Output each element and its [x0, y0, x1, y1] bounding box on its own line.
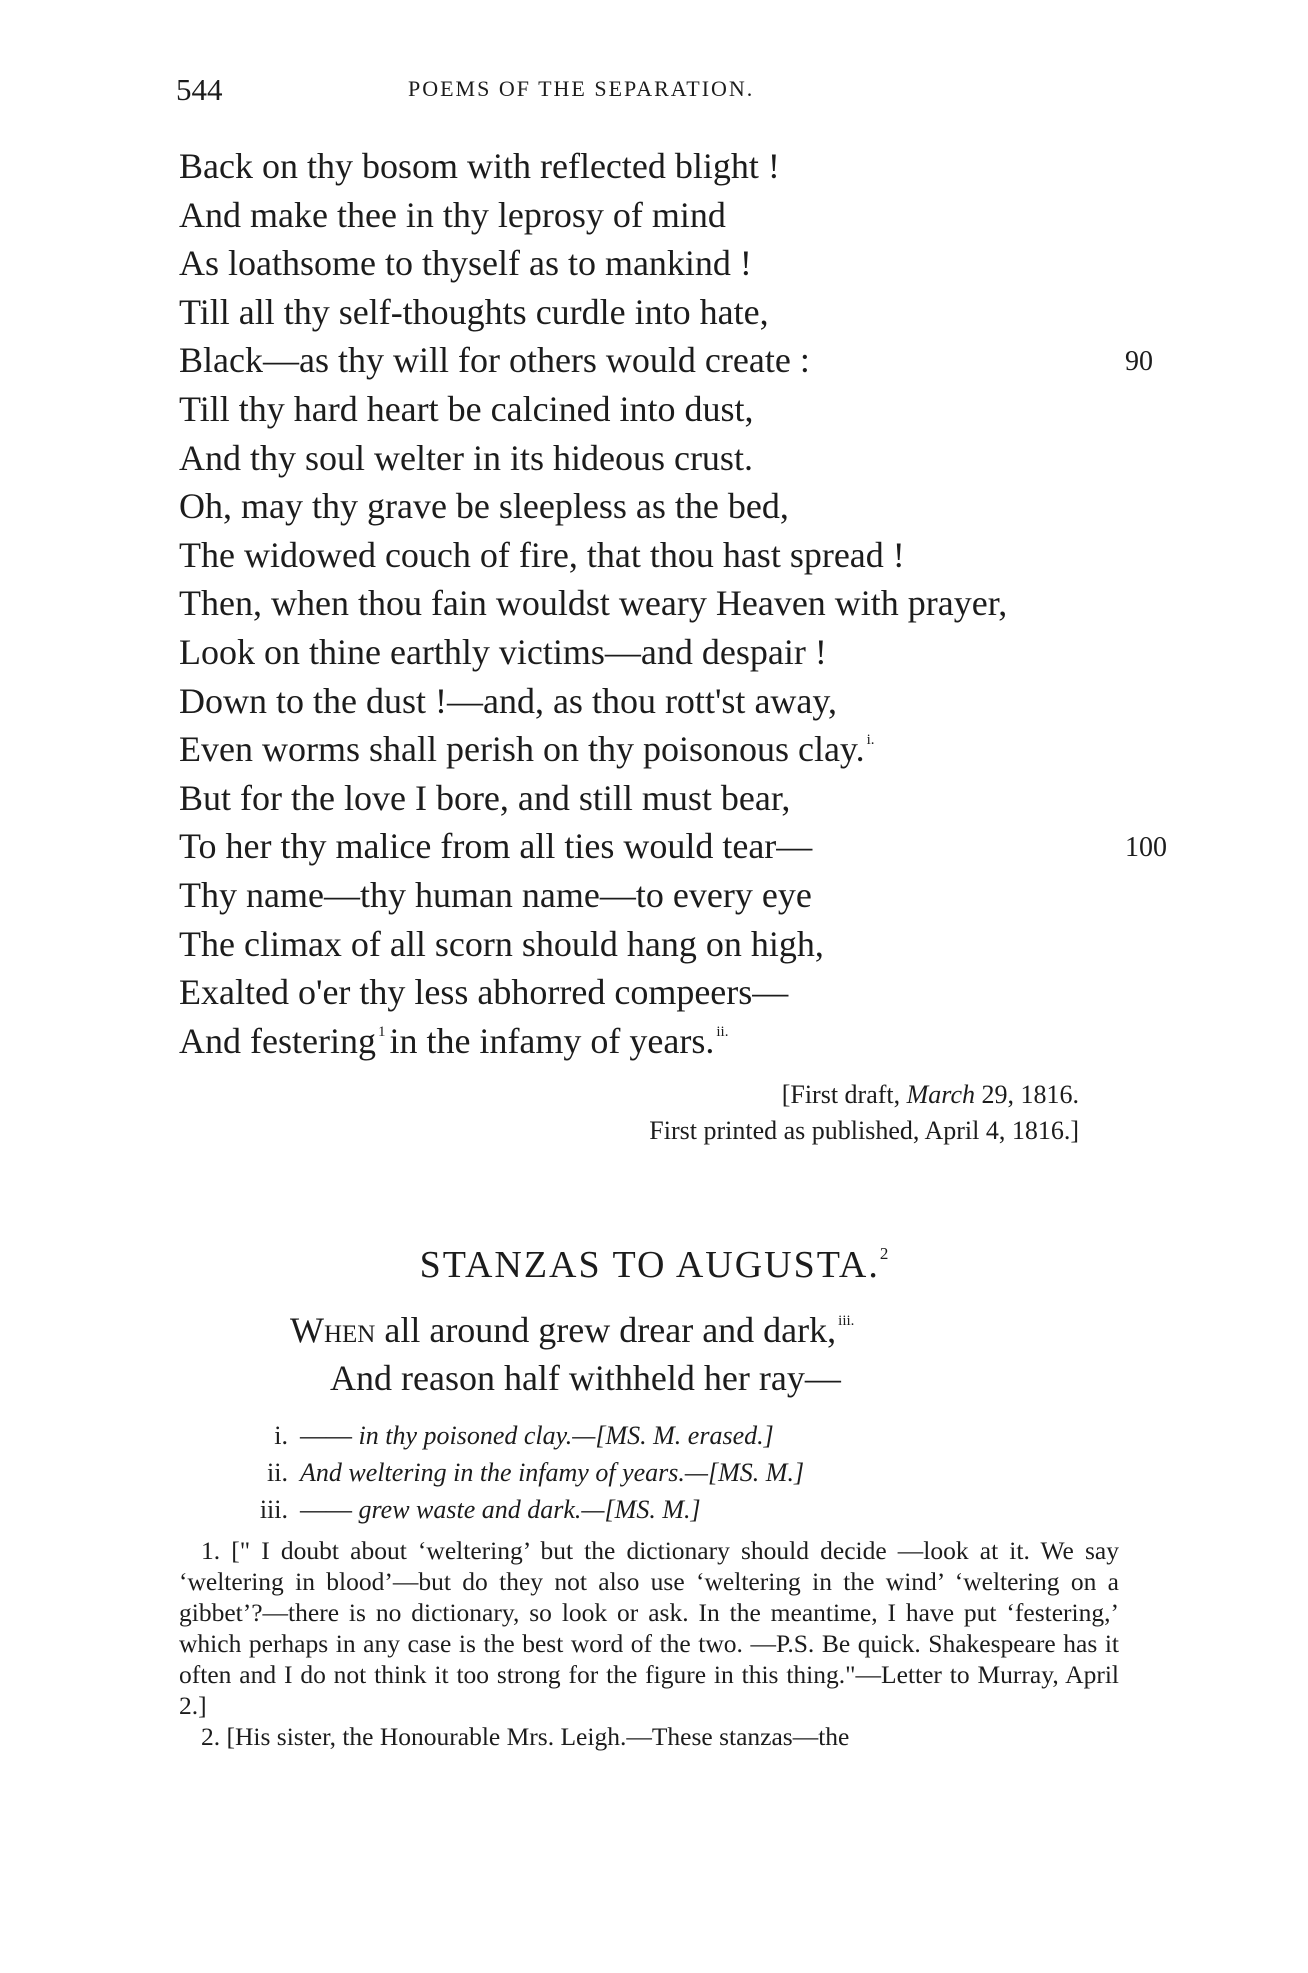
- poem-line-text: in the infamy of years.: [389, 1020, 715, 1061]
- poem-continuation: [179, 142, 1167, 1065]
- poem-line-text: Oh, may thy grave be sleepless as the bed,: [179, 486, 789, 527]
- poem-line: [179, 434, 1119, 483]
- footnote: 2. [His sister, the Honourable Mrs. Leigh.—These stanzas—the: [201, 1722, 850, 1751]
- running-title: POEMS OF THE SEPARATION.: [408, 76, 755, 101]
- variant-label: i.: [274, 1421, 288, 1450]
- footnotes: [179, 1535, 1119, 1752]
- poem-line-text: The widowed couch of fire, that thou hast spread !: [179, 534, 905, 575]
- publication-line: First printed as published, April 4, 1816.]: [649, 1116, 1079, 1145]
- variant-text: in thy poisoned clay.: [352, 1421, 573, 1450]
- poem-line: [179, 239, 1119, 288]
- poem-line-text: Till thy hard heart be calcined into dust,: [179, 388, 754, 429]
- poem-line: [179, 677, 1119, 726]
- stanza-opening: [0, 1306, 1308, 1402]
- poem-line: [179, 288, 1119, 337]
- variant-reading: [250, 1417, 1150, 1454]
- poem-line: [179, 385, 1119, 434]
- variant-dash: ——: [300, 1495, 352, 1524]
- dating-line: [179, 1080, 1079, 1110]
- dating-prefix: [First draft,: [781, 1080, 907, 1109]
- poem-line-text: Black—as thy will for others would create :: [179, 340, 810, 381]
- poem-line-text: Till all thy self-thoughts curdle into hate,: [179, 291, 769, 332]
- poem-line-text: The climax of all scorn should hang on high,: [179, 923, 824, 964]
- stanza-line-text: all around grew drear and dark,: [375, 1310, 837, 1350]
- poem-line: [179, 968, 1119, 1017]
- variant-text: grew waste and dark.: [352, 1495, 582, 1524]
- poem-line-text: But for the love I bore, and still must bear,: [179, 777, 791, 818]
- poem-line-text: Even worms shall perish on thy poisonous clay.: [179, 729, 865, 770]
- poem-line: [179, 628, 1119, 677]
- poem-line: [179, 774, 1119, 823]
- poem-line-text: Then, when thou fain wouldst weary Heaven with prayer,: [179, 583, 1008, 624]
- poem-line: [179, 482, 1119, 531]
- footnote-reference-mark: 2: [879, 1244, 889, 1263]
- poem-line: [179, 871, 1119, 920]
- variant-source: —[MS. M.]: [684, 1458, 805, 1487]
- stanza-initial-word: When: [290, 1310, 376, 1350]
- footnote: 1. [" I doubt about ‘weltering’ but the dictionary should decide —look at it. We say ‘weltering in blood’—but do they not also use ‘weltering in the wind’ ‘weltering on a gibbet’?—there is no dictionary, so look or ask. In the meantime, I have put ‘festering,’ which perhaps in any case is the best word of the two. —P.S. Be quick. Shakespeare has it often and I do not think it too strong for the figure in this thing."—Letter to Murray, April 2.]: [179, 1536, 1119, 1720]
- stanza-line: [0, 1306, 1308, 1354]
- poem-line: [179, 920, 1119, 969]
- variant-label: iii.: [259, 1495, 288, 1524]
- footnote-reference-mark: 1: [377, 1023, 386, 1040]
- variant-text: And weltering in the infamy of years.: [300, 1458, 685, 1487]
- page-number: 544: [176, 72, 223, 107]
- poem-line: [179, 336, 1153, 385]
- poem-line-text: To her thy malice from all ties would tear—: [179, 826, 813, 867]
- poem-line-text: And thy soul welter in its hideous crust.: [179, 437, 753, 478]
- poem-line-text: Back on thy bosom with reflected blight !: [179, 146, 780, 186]
- poem-line-text: And make thee in thy leprosy of mind: [179, 194, 726, 235]
- poem-title-text: STANZAS TO AUGUSTA.: [419, 1244, 880, 1286]
- variant-reading: [250, 1454, 1150, 1491]
- dating-date: 29, 1816.: [975, 1080, 1079, 1109]
- poem-line-text: Exalted o'er thy less abhorred compeers—: [179, 972, 789, 1013]
- poem-line-text: As loathsome to thyself as to mankind !: [179, 243, 752, 284]
- poem-line: [179, 579, 1119, 628]
- variant-reference-mark: i.: [866, 732, 875, 749]
- variant-source: —[MS. M. erased.]: [572, 1421, 774, 1450]
- poem-line: [179, 1017, 1119, 1066]
- variant-readings: [250, 1417, 1150, 1528]
- poem-title: [0, 1243, 1308, 1287]
- poem-line: [179, 822, 1167, 871]
- variant-reference-mark: ii.: [716, 1023, 729, 1040]
- poem-line-text: Down to the dust !—and, as thou rott'st away,: [179, 680, 838, 721]
- poem-line: [179, 531, 1119, 580]
- stanza-line: And reason half withheld her ray—: [330, 1358, 841, 1398]
- variant-source: —[MS. M.]: [581, 1495, 701, 1524]
- poem-line-text: Look on thine earthly victims—and despair !: [179, 631, 827, 672]
- poem-line-text: Thy name—thy human name—to every eye: [179, 874, 812, 915]
- page-header: [176, 72, 1116, 112]
- variant-reading: [250, 1491, 1150, 1528]
- poem-line: [179, 142, 1119, 191]
- variant-reference-mark: iii.: [838, 1313, 855, 1329]
- line-number: 100: [1125, 832, 1167, 864]
- poem-line: [179, 725, 1119, 774]
- variant-dash: ——: [300, 1421, 352, 1450]
- line-number: 90: [1125, 346, 1153, 378]
- poem-line: [179, 191, 1119, 240]
- variant-label: ii.: [267, 1458, 288, 1487]
- poem-line-text: And festering: [179, 1020, 376, 1061]
- dating-month: March: [906, 1080, 975, 1109]
